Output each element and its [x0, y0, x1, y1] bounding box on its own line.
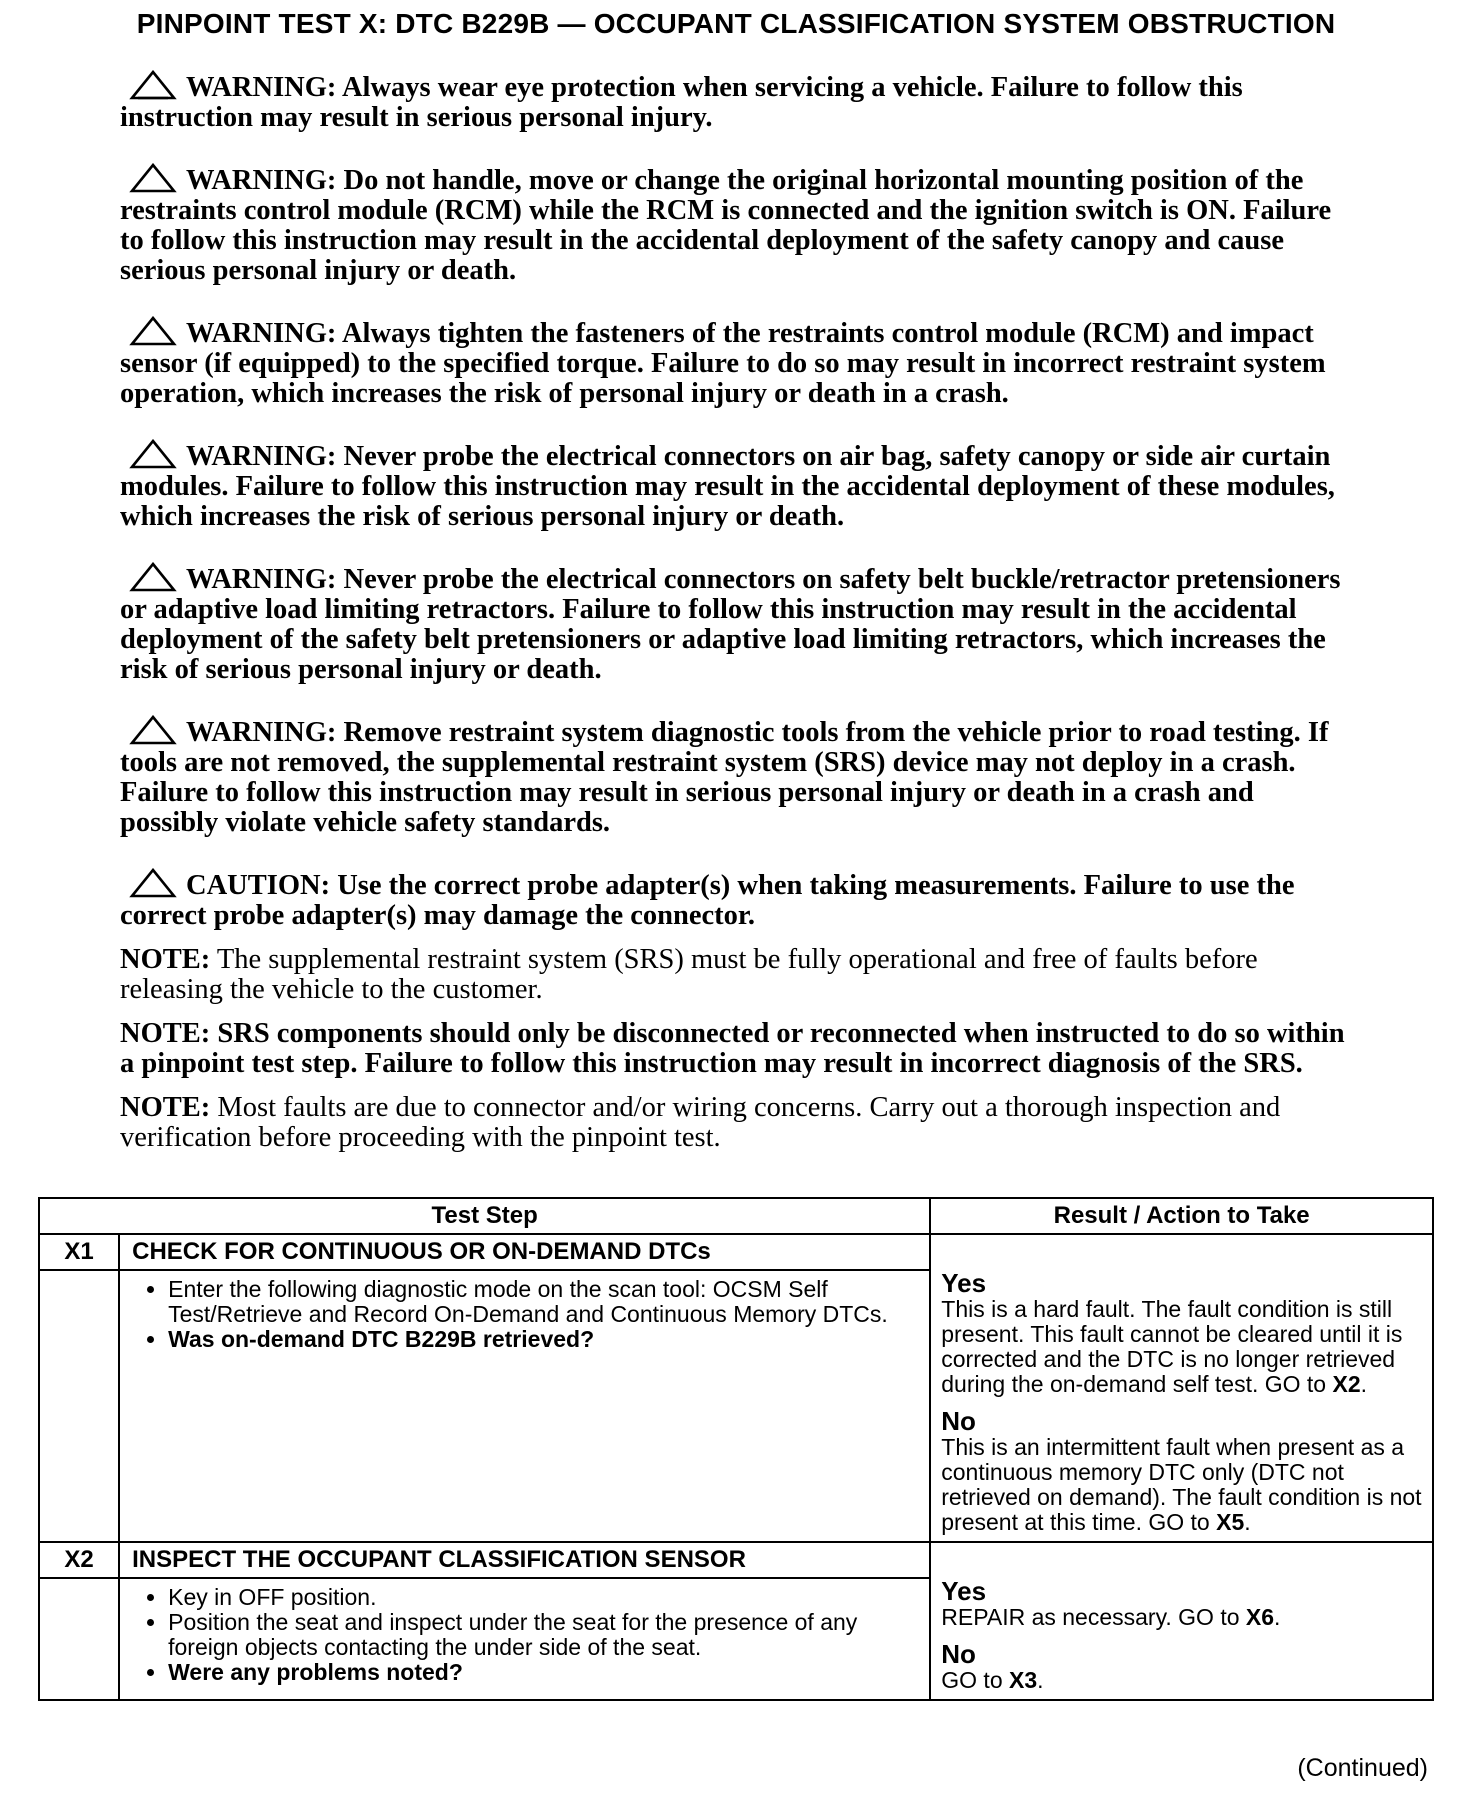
no-label: No [941, 1406, 976, 1436]
step-instructions [119, 1578, 930, 1700]
warning-paragraph [120, 163, 1350, 286]
warning-paragraph [120, 439, 1350, 532]
table-header-row [39, 1198, 1433, 1234]
warning-triangle-icon [128, 439, 178, 469]
yes-action-text: REPAIR as necessary. GO to [941, 1604, 1246, 1630]
warning-text: WARNING: Always wear eye protection when servicing a vehicle. Failure to follow this instruction may result in serious personal injury. [120, 72, 1243, 133]
note-text: SRS components should only be disconnected or reconnected when instructed to do so within a pinpoint test step. Failure to follow this instruction may result in incorrect diagnosis of the SRS. [120, 1018, 1345, 1079]
warning-triangle-icon [128, 163, 178, 193]
instruction-question: • Were any problems noted? [168, 1660, 929, 1685]
instruction-item: • Position the seat and inspect under the seat for the presence of any foreign objects contacting the under side of the seat. [168, 1610, 929, 1660]
step-id: X1 [39, 1234, 119, 1270]
step-id: X2 [39, 1542, 119, 1578]
warning-paragraph [120, 562, 1350, 685]
yes-action-end: . [1274, 1604, 1281, 1630]
instruction-item: • Key in OFF position. [168, 1585, 929, 1610]
note-text: The supplemental restraint system (SRS) must be fully operational and free of faults before releasing the vehicle to the customer. [120, 944, 1258, 1005]
warning-triangle-icon [128, 70, 178, 100]
warning-text: WARNING: Do not handle, move or change the original horizontal mounting position of the restraints control module (RCM) while the RCM is connected and the ignition switch is ON. Failure to follow this instruction may result in the accidental deployment of the safety canopy and cause serious personal injury or death. [120, 165, 1332, 286]
instruction-list [120, 1277, 929, 1352]
step-heading: INSPECT THE OCCUPANT CLASSIFICATION SENSOR [119, 1542, 930, 1578]
pinpoint-test-table [38, 1197, 1434, 1701]
warning-text: WARNING: Never probe the electrical connectors on safety belt buckle/retractor pretensioners or adaptive load limiting retractors. Failure to follow this instruction may result in the accidental deployment of the safety belt pretensioners or adaptive load limiting retractors, which increases the risk of serious personal injury or death. [120, 564, 1341, 685]
note-label: NOTE: [120, 944, 211, 975]
goto-link: X3 [1009, 1667, 1038, 1693]
no-action [941, 1435, 1424, 1535]
instruction-question: • Was on-demand DTC B229B retrieved? [168, 1327, 929, 1352]
goto-link: X2 [1332, 1371, 1361, 1397]
result-header: Result / Action to Take [930, 1198, 1433, 1234]
no-action-end: . [1244, 1509, 1251, 1535]
yes-action-text: This is a hard fault. The fault condition is still present. This fault cannot be cleared until it is corrected and the DTC is no longer retrieved during the on-demand self test. GO to [941, 1296, 1403, 1397]
warning-triangle-icon [128, 562, 178, 592]
caution-triangle-icon [128, 868, 178, 898]
yes-action [941, 1605, 1424, 1630]
warning-paragraph [120, 715, 1350, 838]
step-instructions [119, 1270, 930, 1542]
step-heading: CHECK FOR CONTINUOUS OR ON-DEMAND DTCs [119, 1234, 930, 1270]
note-paragraph [120, 945, 1350, 1005]
step-heading-row [39, 1542, 1433, 1578]
yes-action [941, 1297, 1424, 1397]
note-text: Most faults are due to connector and/or wiring concerns. Carry out a thorough inspection and verification before proceeding with the pinpoint test. [120, 1092, 1281, 1153]
note-label: NOTE: [120, 1018, 211, 1049]
warnings-and-notes [120, 70, 1350, 1167]
note-paragraph [120, 1019, 1350, 1079]
instruction-list [120, 1585, 929, 1685]
warning-text: WARNING: Remove restraint system diagnostic tools from the vehicle prior to road testing. If tools are not removed, the supplemental restraint system (SRS) device may not deploy in a crash. Failure to follow this instruction may result in serious personal injury or death in a crash and possibly violate vehicle safety standards. [120, 717, 1329, 838]
instruction-item: • Enter the following diagnostic mode on the scan tool: OCSM Self Test/Retrieve and Record On-Demand and Continuous Memory DTCs. [168, 1277, 929, 1327]
goto-link: X6 [1245, 1604, 1275, 1630]
note-paragraph [120, 1093, 1350, 1153]
note-label: NOTE: [120, 1092, 211, 1123]
warning-text: WARNING: Never probe the electrical connectors on air bag, safety canopy or side air curtain modules. Failure to follow this instruction may result in the accidental deployment of these modules, which increases the risk of serious personal injury or death. [120, 441, 1335, 532]
step-heading-row [39, 1234, 1433, 1270]
yes-action-end: . [1360, 1371, 1368, 1397]
step-id-spacer [39, 1270, 119, 1542]
no-action [941, 1668, 1424, 1693]
page-title: PINPOINT TEST X: DTC B229B — OCCUPANT CLASSIFICATION SYSTEM OBSTRUCTION [136, 8, 1336, 39]
warning-triangle-icon [128, 715, 178, 745]
no-action-end: . [1037, 1667, 1044, 1693]
test-step-header: Test Step [39, 1198, 930, 1234]
no-action-text: GO to [941, 1667, 1010, 1693]
step-result [930, 1234, 1433, 1542]
caution-paragraph [120, 868, 1350, 931]
warning-text: WARNING: Always tighten the fasteners of the restraints control module (RCM) and impact sensor (if equipped) to the specified torque. Failure to do so may result in incorrect restraint system operation, which increases the risk of personal injury or death in a crash. [120, 318, 1326, 409]
caution-text: CAUTION: Use the correct probe adapter(s) when taking measurements. Failure to use the correct probe adapter(s) may damage the connector. [120, 870, 1295, 931]
yes-label: Yes [941, 1268, 987, 1298]
no-label: No [941, 1639, 976, 1669]
yes-label: Yes [941, 1576, 987, 1606]
goto-link: X5 [1216, 1509, 1245, 1535]
step-id-spacer [39, 1578, 119, 1700]
warning-paragraph [120, 316, 1350, 409]
step-result [930, 1542, 1433, 1700]
warning-paragraph [120, 70, 1350, 133]
no-action-text: This is an intermittent fault when present as a continuous memory DTC only (DTC not retrieved on demand). The fault condition is not present at this time. GO to [941, 1434, 1422, 1535]
continued-label: (Continued) [1297, 1754, 1428, 1782]
warning-triangle-icon [128, 316, 178, 346]
